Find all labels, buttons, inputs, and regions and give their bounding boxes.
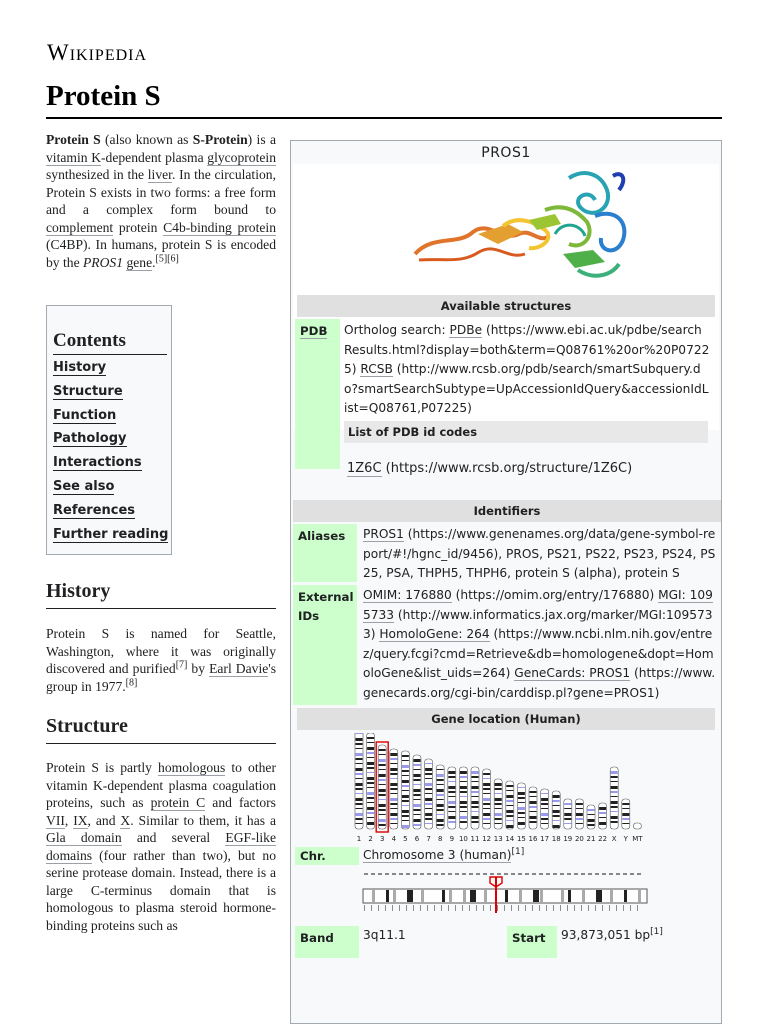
pdb-text: (https://www.ebi.ac.uk/pdbe/searchResults.html?display=both&term=Q08761%20or%20P07225) bbox=[344, 323, 710, 377]
link-liver[interactable]: liver bbox=[147, 167, 172, 182]
chromosome-label: 12 bbox=[482, 835, 492, 843]
history-text: Protein S is named for Seattle, Washington, where it was originally discovered and purified bbox=[46, 626, 276, 676]
link-factor-vii[interactable]: VII bbox=[46, 812, 65, 828]
toc-title: Contents bbox=[53, 330, 167, 355]
chromosome-6[interactable] bbox=[413, 755, 421, 843]
chromosome-label: 20 bbox=[574, 835, 584, 843]
chromosome-5[interactable] bbox=[401, 751, 409, 843]
chromosome-band bbox=[393, 890, 396, 902]
structure-paragraph bbox=[46, 759, 276, 934]
intro-text: ) is a bbox=[247, 132, 276, 147]
history-paragraph bbox=[46, 625, 276, 695]
chromosome-label: X bbox=[611, 835, 617, 843]
toc-item-label: History bbox=[53, 360, 107, 375]
chromosome-ideogram[interactable] bbox=[351, 733, 691, 843]
band-name-mark bbox=[525, 873, 529, 875]
chromosome-label: 4 bbox=[391, 835, 397, 843]
chromosome-label: 9 bbox=[449, 835, 455, 843]
link-earl-davie[interactable]: Earl Davie bbox=[209, 661, 269, 676]
band-tick bbox=[476, 905, 477, 911]
band-name-mark bbox=[385, 873, 389, 875]
band-name-mark bbox=[469, 873, 473, 875]
ideogram-graphic bbox=[351, 733, 691, 843]
section-heading-structure: Structure bbox=[46, 715, 276, 744]
link-pros1-hgnc[interactable]: PROS1 bbox=[363, 527, 404, 541]
start-label: Start bbox=[507, 926, 557, 958]
identifiers-header: Identifiers bbox=[293, 500, 721, 522]
chromosome-y[interactable] bbox=[622, 799, 630, 843]
structure-text: . Similar to them, it has a bbox=[130, 812, 276, 828]
band-tick bbox=[406, 905, 407, 911]
start-value-text: 93,873,051 bp bbox=[561, 928, 651, 942]
band-name-mark bbox=[546, 873, 550, 875]
intro-text: synthesized in the bbox=[46, 167, 148, 182]
chromosome-3-band-map[interactable] bbox=[361, 869, 651, 927]
ext-text: (https://www.ncbi.nlm.nih.gov/entrez/query.fcgi?cmd=Retrieve&db=homologene&dopt=HomoloGene&list_uids=264) bbox=[363, 627, 714, 681]
band-tick bbox=[469, 905, 470, 911]
link-1z6c[interactable]: 1Z6C bbox=[347, 461, 382, 476]
band-name-mark bbox=[378, 873, 382, 875]
intro-references[interactable]: [5][6] bbox=[155, 252, 179, 264]
band-name-mark bbox=[455, 873, 459, 875]
chromosome-band bbox=[533, 890, 539, 902]
external-ids-value bbox=[363, 586, 717, 704]
band-tick bbox=[609, 905, 610, 911]
chromosome-14[interactable] bbox=[505, 781, 514, 843]
band-tick bbox=[539, 905, 540, 911]
chromosome-13[interactable] bbox=[494, 779, 503, 843]
band-name-mark bbox=[609, 873, 613, 875]
band-tick bbox=[483, 905, 484, 911]
toc-item-see-also[interactable] bbox=[53, 479, 171, 495]
structure-text: , and bbox=[87, 812, 121, 828]
chromosome-label: 11 bbox=[470, 835, 480, 843]
band-name-mark bbox=[441, 873, 445, 875]
band-tick bbox=[595, 905, 596, 911]
band-name-mark bbox=[462, 873, 466, 875]
toc-item-structure[interactable] bbox=[53, 384, 171, 400]
band-tick bbox=[560, 905, 561, 911]
gene-position-marker bbox=[495, 877, 497, 913]
chromosome-label: 14 bbox=[505, 835, 515, 843]
link-pdbe[interactable]: PDBe bbox=[449, 323, 483, 337]
chromosome-15[interactable] bbox=[517, 783, 526, 843]
pdb-text: Ortholog search: bbox=[344, 323, 450, 337]
chromosome-label: 8 bbox=[437, 835, 443, 843]
history-text: by bbox=[187, 661, 210, 676]
intro-text: (C4BP). In humans, protein S is encoded by the bbox=[46, 237, 276, 270]
chromosome-band bbox=[421, 890, 424, 902]
band-name-mark bbox=[511, 873, 515, 875]
chromosome-band bbox=[505, 890, 508, 902]
intro-text: protein bbox=[113, 219, 164, 235]
pdb-label-link[interactable]: PDB bbox=[300, 324, 328, 338]
intro-gene-italic: PROS1 bbox=[83, 254, 124, 270]
chromosome-band bbox=[540, 890, 543, 902]
band-name-mark bbox=[637, 873, 641, 875]
section-heading-history: History bbox=[46, 580, 276, 609]
link-vitamin-k[interactable]: vitamin K bbox=[46, 149, 102, 165]
intro-text: . bbox=[152, 254, 156, 270]
history-ref-7[interactable]: [7] bbox=[175, 659, 188, 671]
aliases-value bbox=[363, 525, 717, 584]
wordmark-text: Wikipedia bbox=[47, 40, 148, 65]
band-tick bbox=[385, 905, 386, 911]
chromosome-16[interactable] bbox=[529, 787, 538, 843]
chromosome-band bbox=[484, 890, 487, 902]
band-tick bbox=[567, 905, 568, 911]
band-name-mark bbox=[539, 873, 543, 875]
chromosome-label: 19 bbox=[563, 835, 573, 843]
toc-item-interactions[interactable] bbox=[53, 455, 171, 471]
title-divider bbox=[46, 117, 722, 119]
band-tick bbox=[371, 905, 372, 911]
toc-item-further-reading[interactable] bbox=[53, 527, 171, 543]
band-name-mark bbox=[518, 873, 522, 875]
chromosome-band bbox=[449, 890, 452, 902]
link-gene[interactable]: gene bbox=[126, 254, 153, 270]
band-tick bbox=[637, 905, 638, 911]
band-tick bbox=[553, 905, 554, 911]
link-gla-domain[interactable]: Gla domain bbox=[46, 830, 122, 845]
toc-item-history[interactable] bbox=[53, 360, 171, 376]
external-ids-label: External IDs bbox=[293, 585, 357, 705]
chr-ref[interactable]: [1] bbox=[511, 846, 525, 857]
chromosome-label: 5 bbox=[403, 835, 408, 843]
page-title: Protein S bbox=[46, 80, 161, 112]
band-tick bbox=[420, 905, 421, 911]
aliases-text: (https://www.genenames.org/data/gene-symbol-report/#!/hgnc_id/9456), PROS, PS21, PS22, PS23, PS24, PS25, PSA, THPH5, THPH6, protein S (alpha), protein S bbox=[363, 527, 716, 581]
band-tick bbox=[588, 905, 589, 911]
band-name-mark bbox=[504, 873, 508, 875]
link-glycoprotein[interactable]: glycoprotein bbox=[207, 149, 276, 165]
band-name-mark bbox=[553, 873, 557, 875]
chromosome-8[interactable] bbox=[436, 765, 444, 843]
band-tick bbox=[630, 905, 631, 911]
chromosome-band bbox=[638, 890, 641, 902]
chromosome-band bbox=[407, 890, 413, 902]
chromosome-20[interactable] bbox=[575, 799, 584, 843]
band-tick bbox=[448, 905, 449, 911]
band-name-mark bbox=[616, 873, 620, 875]
chromosome-label: Y bbox=[623, 835, 628, 843]
ext-text: (https://omim.org/entry/176880) bbox=[451, 588, 659, 602]
chromosome-12[interactable] bbox=[482, 769, 491, 843]
pdb-list-header: List of PDB id codes bbox=[344, 421, 708, 443]
band-tick bbox=[518, 905, 519, 911]
band-name-mark bbox=[560, 873, 564, 875]
link-factor-ix[interactable]: IX bbox=[73, 812, 88, 828]
chromosome-band bbox=[372, 890, 375, 902]
band-name-mark bbox=[602, 873, 606, 875]
link-omim[interactable]: OMIM: 176880 bbox=[363, 588, 452, 602]
link-homologene[interactable]: HomoloGene: 264 bbox=[379, 627, 490, 642]
link-mgi[interactable]: MGI: 1095733 bbox=[363, 588, 713, 622]
band-name-mark bbox=[497, 873, 501, 875]
band-tick bbox=[616, 905, 617, 911]
intro-bold-term: Protein S bbox=[46, 132, 101, 147]
ext-text: (https://www.genecards.org/cgi-bin/carddisp.pl?gene=PROS1) bbox=[363, 666, 716, 700]
chromosome-11[interactable] bbox=[471, 767, 480, 843]
chromosome-band bbox=[386, 890, 389, 902]
toc-item-pathology[interactable] bbox=[53, 431, 171, 447]
link-protein-c[interactable]: protein C bbox=[150, 795, 206, 810]
band-name-mark bbox=[595, 873, 599, 875]
band-tick bbox=[378, 905, 379, 911]
chromosome-2[interactable] bbox=[367, 733, 375, 843]
band-tick bbox=[511, 905, 512, 911]
chromosome-band bbox=[442, 890, 445, 902]
band-name-mark bbox=[427, 873, 431, 875]
intro-text: . In the circulation, Protein S exists in two forms: a free form and a complex form bound to bbox=[46, 167, 276, 217]
chromosome-band bbox=[582, 890, 585, 902]
table-of-contents bbox=[46, 305, 172, 555]
aliases-label: Aliases bbox=[293, 524, 357, 582]
band-tick bbox=[413, 905, 414, 911]
chromosome-label: 15 bbox=[516, 835, 526, 843]
toc-item-function[interactable] bbox=[53, 408, 171, 424]
toc-item-label: See also bbox=[53, 478, 115, 494]
toc-item-label: Function bbox=[53, 407, 117, 423]
intro-paragraph bbox=[46, 131, 276, 271]
band-tick bbox=[441, 905, 442, 911]
chromosome-label: 7 bbox=[426, 835, 431, 843]
chromosome-band bbox=[561, 890, 564, 902]
toc-item-references[interactable] bbox=[53, 503, 171, 519]
gene-infobox bbox=[290, 140, 722, 1024]
band-tick bbox=[427, 905, 428, 911]
pdb-label bbox=[295, 319, 340, 469]
band-label: Band bbox=[295, 926, 359, 958]
chromosome-band bbox=[568, 890, 571, 902]
ext-text: (http://www.informatics.jax.org/marker/MGI:1095733) bbox=[363, 607, 713, 642]
chromosome-label: 13 bbox=[493, 835, 503, 843]
chr-value bbox=[363, 846, 713, 866]
chr-label: Chr. bbox=[295, 847, 359, 865]
link-c4b-binding-protein[interactable]: C4b-binding protein bbox=[163, 219, 276, 235]
band-name-mark bbox=[392, 873, 396, 875]
intro-bold-alias: S-Protein bbox=[192, 132, 248, 147]
intro-text: -dependent plasma bbox=[101, 149, 208, 165]
chromosome-label: 18 bbox=[551, 835, 561, 843]
band-tick bbox=[602, 905, 603, 911]
band-tick bbox=[490, 905, 491, 911]
chromosome-label: 6 bbox=[414, 835, 420, 843]
band-name-mark bbox=[371, 873, 375, 875]
band-tick bbox=[574, 905, 575, 911]
toc-item-label: Further reading bbox=[53, 526, 169, 542]
link-homologous[interactable]: homologous bbox=[158, 760, 226, 775]
band-name-mark bbox=[567, 873, 571, 875]
band-tick bbox=[532, 905, 533, 911]
link-egf-like-domains[interactable]: EGF-like domains bbox=[46, 830, 276, 863]
chromosome-band bbox=[463, 890, 466, 902]
chromosome-4[interactable] bbox=[390, 749, 398, 843]
structure-text: and several bbox=[121, 830, 226, 845]
band-name-mark bbox=[448, 873, 452, 875]
start-ref[interactable]: [1] bbox=[650, 926, 663, 937]
start-value bbox=[561, 926, 711, 946]
chromosome-band bbox=[610, 890, 613, 902]
band-tick bbox=[581, 905, 582, 911]
chromosome-label: 21 bbox=[586, 835, 596, 843]
band-name-mark bbox=[420, 873, 424, 875]
chromosome-label: 3 bbox=[379, 835, 385, 843]
band-tick bbox=[392, 905, 393, 911]
band-map-graphic bbox=[361, 869, 651, 927]
link-chromosome-3[interactable]: Chromosome 3 (human) bbox=[363, 848, 512, 862]
link-complement[interactable]: complement bbox=[46, 219, 114, 235]
chromosome-label: 16 bbox=[528, 835, 538, 843]
structure-text: (four rather than two), but no serine protease domain. Instead, there is a large C-terminus domain that is homologous to plasma steroid hormone-binding proteins such as bbox=[46, 847, 276, 933]
band-tick bbox=[364, 905, 365, 911]
chromosome-21[interactable] bbox=[587, 805, 596, 843]
band-name-mark bbox=[434, 873, 438, 875]
chromosome-label: 17 bbox=[540, 835, 550, 843]
chromosome-band bbox=[596, 890, 602, 902]
chromosome-3[interactable] bbox=[376, 742, 388, 843]
chromosome-17[interactable] bbox=[540, 789, 549, 843]
chromosome-9[interactable] bbox=[448, 767, 456, 843]
chromosome-1[interactable] bbox=[355, 733, 363, 843]
pdb-text: (http://www.rcsb.org/pdb/search/smartSubquery.do?smartSearchSubtype=UpAccessionIdQuery&accessionIdList=Q08761,P07225) bbox=[344, 362, 709, 416]
chromosome-7[interactable] bbox=[425, 759, 433, 843]
pdb-ortholog-search bbox=[344, 321, 710, 419]
band-tick bbox=[525, 905, 526, 911]
band-name-mark bbox=[476, 873, 480, 875]
toc-item-label: Pathology bbox=[53, 431, 127, 447]
chromosome-x[interactable] bbox=[610, 767, 618, 843]
wikipedia-wordmark[interactable] bbox=[47, 40, 147, 66]
toc-item-label: Structure bbox=[53, 383, 123, 399]
chromosome-band bbox=[519, 890, 522, 902]
link-factor-x[interactable]: X bbox=[120, 812, 131, 828]
band-name-mark bbox=[399, 873, 403, 875]
chromosome-19[interactable] bbox=[563, 799, 572, 843]
band-name-mark bbox=[532, 873, 536, 875]
band-name-mark bbox=[623, 873, 627, 875]
band-tick bbox=[546, 905, 547, 911]
pdb-id-url: (https://www.rcsb.org/structure/1Z6C) bbox=[381, 461, 633, 476]
band-tick bbox=[623, 905, 624, 911]
band-value: 3q11.1 bbox=[363, 928, 406, 942]
band-name-mark bbox=[630, 873, 634, 875]
pdb-id-entry bbox=[347, 459, 709, 479]
band-name-mark bbox=[588, 873, 592, 875]
toc-item-label: References bbox=[53, 502, 136, 518]
history-text: 's group in 1977. bbox=[46, 661, 277, 694]
available-structures-header: Available structures bbox=[297, 295, 715, 317]
band-tick bbox=[497, 905, 498, 911]
band-tick bbox=[455, 905, 456, 911]
band-tick bbox=[399, 905, 400, 911]
band-name-mark bbox=[574, 873, 578, 875]
band-name-mark bbox=[364, 873, 368, 875]
chromosome-label: 1 bbox=[356, 835, 362, 843]
band-name-mark bbox=[413, 873, 417, 875]
band-tick bbox=[504, 905, 505, 911]
chromosome-mt[interactable] bbox=[632, 823, 643, 843]
structure-text: to other vitamin K-dependent plasma coagulation proteins, such as bbox=[46, 760, 276, 810]
chromosome-10[interactable] bbox=[459, 767, 468, 843]
band-name-mark bbox=[581, 873, 585, 875]
chromosome-label: 10 bbox=[458, 835, 468, 843]
band-tick bbox=[462, 905, 463, 911]
chromosome-band bbox=[624, 890, 627, 902]
structure-text: Protein S is partly bbox=[46, 760, 159, 775]
chromosome-label: 2 bbox=[368, 835, 373, 843]
band-name-mark bbox=[490, 873, 494, 875]
chromosome-label: MT bbox=[632, 835, 643, 843]
intro-text: (also known as bbox=[100, 132, 193, 147]
history-ref-8[interactable]: [8] bbox=[125, 676, 138, 688]
toc-item-label: Interactions bbox=[53, 455, 142, 471]
chromosome-label: 22 bbox=[598, 835, 608, 843]
gene-location-header: Gene location (Human) bbox=[297, 708, 715, 730]
structure-text: , bbox=[64, 812, 74, 828]
infobox-title: PROS1 bbox=[481, 145, 531, 161]
link-genecards[interactable]: GeneCards: PROS1 bbox=[514, 666, 631, 681]
band-tick bbox=[434, 905, 435, 911]
band-name-mark bbox=[406, 873, 410, 875]
band-name-mark bbox=[483, 873, 487, 875]
chromosome-18[interactable] bbox=[552, 791, 561, 843]
structure-text: and factors bbox=[205, 795, 276, 810]
chromosome-band bbox=[470, 890, 476, 902]
chromosome-22[interactable] bbox=[598, 803, 607, 843]
link-rcsb[interactable]: RCSB bbox=[360, 362, 393, 377]
